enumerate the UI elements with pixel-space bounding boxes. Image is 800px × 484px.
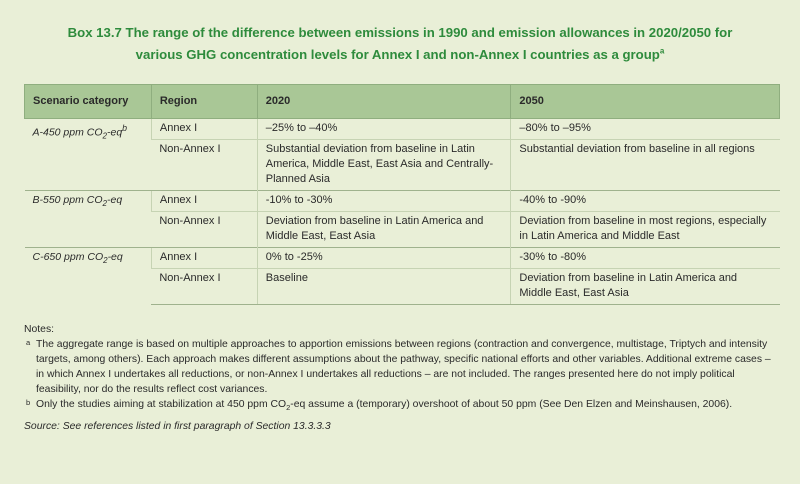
emissions-table	[24, 84, 780, 305]
value-2050-cell: Deviation from baseline in most regions, especially in Latin America and Middle East	[511, 212, 780, 248]
table-row	[25, 248, 780, 269]
header-region: Region	[151, 85, 257, 119]
title-line-2-text: various GHG concentration levels for Annex I and non-Annex I countries as a group	[135, 47, 660, 62]
footnote-b-text-cont: -eq assume a (temporary) overshoot of about 50 ppm (See Den Elzen and Meinshausen, 2006).	[290, 399, 733, 410]
scenario-a-suffix: -eq	[106, 126, 123, 139]
table-row	[25, 119, 780, 140]
box-title	[24, 22, 776, 66]
scenario-c-cell	[25, 248, 152, 305]
footnote-a	[24, 337, 780, 397]
scenario-a-label: A-450 ppm CO	[32, 126, 103, 139]
header-2020: 2020	[257, 85, 511, 119]
title-footnote-marker: a	[659, 46, 665, 56]
footnote-b-subscript: 2	[286, 403, 291, 413]
notes-heading: Notes:	[24, 324, 55, 335]
value-2050-cell: Substantial deviation from baseline in all regions	[511, 140, 780, 191]
footnote-b	[24, 397, 780, 415]
scenario-a-footnote-marker: b	[122, 123, 128, 133]
value-2050-cell: -30% to -80%	[511, 248, 780, 269]
region-cell: Annex I	[151, 191, 257, 212]
notes-section	[24, 322, 780, 434]
scenario-b-cell	[25, 191, 152, 248]
value-2020-cell: Deviation from baseline in Latin America and Middle East, East Asia	[257, 212, 511, 248]
footnote-a-text: The aggregate range is based on multiple approaches to apportion emissions between regions (contraction and convergence, multistage, Triptych and intensity targets, among others). Each approach makes different assumptions about the pathway, specific national efforts and other variables. Additional extreme cases – in which Annex I undertakes all reductions, or non-Annex I undertakes all reductions – are not included. The ranges presented here do not imply political feasibility, nor do the results reflect cost variances.	[36, 339, 771, 395]
scenario-c-suffix: -eq	[107, 251, 123, 263]
scenario-c-label: C-650 ppm CO	[32, 251, 104, 263]
value-2020-cell: Baseline	[257, 269, 511, 305]
table-row	[25, 191, 780, 212]
region-cell: Annex I	[151, 248, 257, 269]
footnote-a-marker: a	[26, 338, 31, 347]
title-line-1: Box 13.7 The range of the difference between emissions in 1990 and emission allowances in 2020/2050 for	[67, 25, 733, 40]
header-2050: 2050	[511, 85, 780, 119]
value-2020-cell: –25% to –40%	[257, 119, 511, 140]
value-2050-cell: -40% to -90%	[511, 191, 780, 212]
value-2050-cell: Deviation from baseline in Latin America and Middle East, East Asia	[511, 269, 780, 305]
scenario-b-suffix: -eq	[106, 194, 123, 206]
value-2020-cell: Substantial deviation from baseline in Latin America, Middle East, East Asia and Centrally-Planned Asia	[257, 140, 511, 191]
title-line-2	[24, 44, 776, 66]
value-2020-cell: -10% to -30%	[257, 191, 511, 212]
region-cell: Annex I	[151, 119, 257, 140]
footnote-b-text: Only the studies aiming at stabilization at 450 ppm CO	[36, 399, 287, 410]
value-2020-cell: 0% to -25%	[257, 248, 511, 269]
footnote-b-marker: b	[26, 398, 31, 407]
scenario-b-subscript: 2	[102, 199, 107, 209]
source-line: Source: See references listed in first paragraph of Section 13.3.3.3	[24, 421, 331, 433]
scenario-c-subscript: 2	[103, 256, 108, 266]
region-cell: Non-Annex I	[151, 140, 257, 191]
scenario-b-label: B-550 ppm CO	[32, 194, 103, 206]
region-cell: Non-Annex I	[151, 212, 257, 248]
region-cell: Non-Annex I	[151, 269, 257, 305]
value-2050-cell: –80% to –95%	[511, 119, 780, 140]
header-scenario-category: Scenario category	[25, 85, 152, 119]
scenario-a-subscript: 2	[102, 131, 107, 141]
scenario-a-cell	[25, 119, 152, 191]
table-header-row	[25, 85, 780, 119]
